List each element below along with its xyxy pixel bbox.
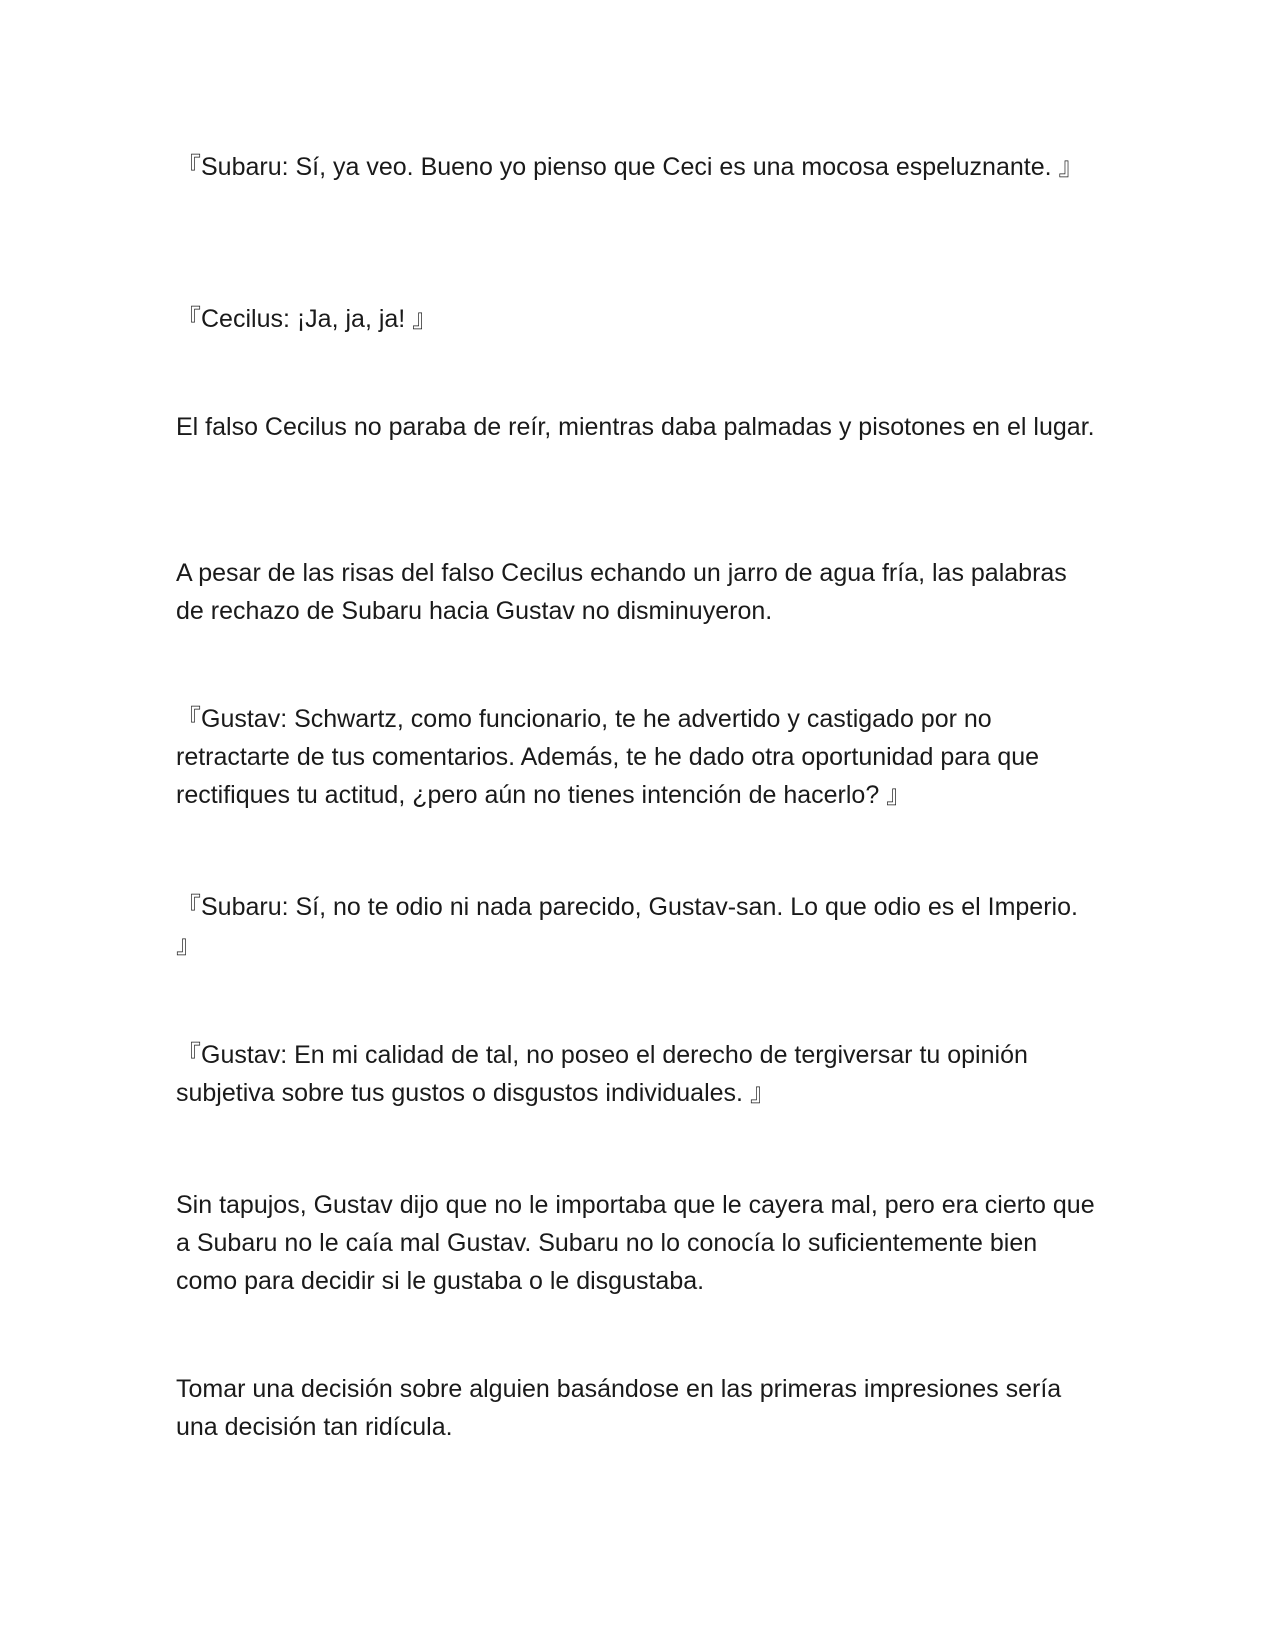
paragraph-narration-1: El falso Cecilus no paraba de reír, mientras daba palmadas y pisotones en el lugar.: [176, 413, 1095, 441]
paragraph-narration-3: Sin tapujos, Gustav dijo que no le importaba que le cayera mal, pero era cierto que a Subaru no le caía mal Gustav. Subaru no lo conocía lo suficientemente bien como para decidir si le gustaba o le disgustaba.: [176, 1191, 1095, 1295]
paragraph-dialogue-gustav-2: 『Gustav: En mi calidad de tal, no poseo el derecho de tergiversar tu opinión subjetiva sobre tus gustos o disgustos individuales. 』: [176, 1041, 1028, 1107]
paragraph-dialogue-subaru-1: 『Subaru: Sí, ya veo. Bueno yo pienso que Ceci es una mocosa espeluznante. 』: [176, 153, 1084, 181]
paragraph-dialogue-gustav-1: 『Gustav: Schwartz, como funcionario, te he advertido y castigado por no retractarte de tus comentarios. Además, te he dado otra oportunidad para que rectifiques tu actitud, ¿pero aún no tienes intención de hacerlo? 』: [176, 705, 1040, 809]
paragraph-dialogue-subaru-2: 『Subaru: Sí, no te odio ni nada parecido, Gustav-san. Lo que odio es el Imperio. 』: [176, 893, 1078, 959]
paragraph-narration-2: A pesar de las risas del falso Cecilus echando un jarro de agua fría, las palabras de rechazo de Subaru hacia Gustav no disminuyeron.: [176, 559, 1067, 625]
paragraph-dialogue-cecilus: 『Cecilus: ¡Ja, ja, ja! 』: [176, 305, 438, 333]
paragraph-narration-4: Tomar una decisión sobre alguien basándose en las primeras impresiones sería una decisión tan ridícula.: [176, 1375, 1062, 1441]
